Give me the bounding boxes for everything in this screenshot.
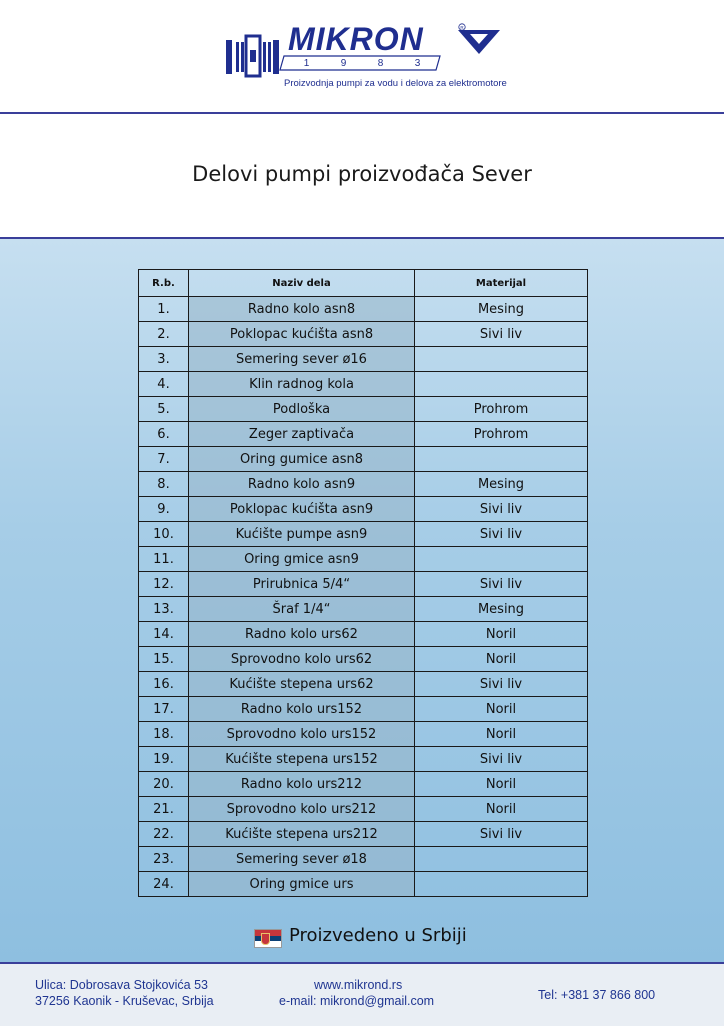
part-material: Noril	[415, 797, 588, 822]
part-material: Sivi liv	[415, 672, 588, 697]
made-in-text: Proizvedeno u Srbiji	[289, 925, 467, 946]
row-number: 24.	[139, 872, 189, 897]
part-material: Prohrom	[415, 397, 588, 422]
email-link[interactable]: e-mail: mikrond@gmail.com	[279, 994, 435, 1008]
part-name: Radno kolo urs62	[189, 622, 415, 647]
year-strip	[288, 57, 436, 70]
part-material: Sivi liv	[415, 747, 588, 772]
part-name: Sprovodno kolo urs152	[189, 722, 415, 747]
column-header-name: Naziv dela	[189, 270, 415, 297]
phone-number: Tel: +381 37 866 800	[538, 988, 656, 1002]
table-row	[139, 397, 588, 422]
table-row	[139, 747, 588, 772]
row-number: 3.	[139, 347, 189, 372]
part-material: Noril	[415, 622, 588, 647]
row-number: 5.	[139, 397, 189, 422]
table-row	[139, 772, 588, 797]
svg-text:R: R	[460, 25, 464, 30]
part-material: Mesing	[415, 597, 588, 622]
table-row	[139, 697, 588, 722]
row-number: 9.	[139, 497, 189, 522]
row-number: 8.	[139, 472, 189, 497]
part-material: Sivi liv	[415, 322, 588, 347]
table-row	[139, 822, 588, 847]
part-name: Oring gmice urs	[189, 872, 415, 897]
part-material	[415, 872, 588, 897]
part-name: Oring gmice asn9	[189, 547, 415, 572]
part-name: Radno kolo urs212	[189, 772, 415, 797]
row-number: 21.	[139, 797, 189, 822]
logo-subtitle: Proizvodnja pumpi za vodu i delova za elektromotore	[284, 78, 507, 89]
part-name: Kućište stepena urs62	[189, 672, 415, 697]
serbia-flag-icon	[254, 929, 282, 948]
part-name: Šraf 1/4“	[189, 597, 415, 622]
table-row	[139, 622, 588, 647]
row-number: 7.	[139, 447, 189, 472]
row-number: 23.	[139, 847, 189, 872]
part-material: Noril	[415, 647, 588, 672]
row-number: 12.	[139, 572, 189, 597]
table-row	[139, 572, 588, 597]
table-row	[139, 497, 588, 522]
part-name: Prirubnica 5/4“	[189, 572, 415, 597]
row-number: 11.	[139, 547, 189, 572]
part-name: Oring gumice asn8	[189, 447, 415, 472]
page-footer	[0, 962, 724, 1026]
row-number: 17.	[139, 697, 189, 722]
table-row	[139, 297, 588, 322]
table-row	[139, 372, 588, 397]
part-material	[415, 447, 588, 472]
part-material	[415, 372, 588, 397]
table-header-row	[139, 270, 588, 297]
row-number: 20.	[139, 772, 189, 797]
year-digit: 1	[303, 58, 310, 69]
address-line-1: Ulica: Dobrosava Stojkovića 53	[35, 978, 208, 992]
year-digit: 9	[340, 58, 347, 69]
column-header-material: Materijal	[415, 270, 588, 297]
table-row	[139, 547, 588, 572]
part-material	[415, 547, 588, 572]
year-digit: 8	[377, 58, 384, 69]
row-number: 4.	[139, 372, 189, 397]
year-digit: 3	[414, 58, 421, 69]
part-material	[415, 347, 588, 372]
part-name: Semering sever ø18	[189, 847, 415, 872]
part-material: Mesing	[415, 472, 588, 497]
part-name: Radno kolo asn8	[189, 297, 415, 322]
table-row	[139, 722, 588, 747]
row-number: 1.	[139, 297, 189, 322]
part-material: Noril	[415, 697, 588, 722]
part-material: Sivi liv	[415, 822, 588, 847]
part-material: Sivi liv	[415, 522, 588, 547]
part-material: Mesing	[415, 297, 588, 322]
table-row	[139, 597, 588, 622]
table-row	[139, 422, 588, 447]
part-name: Kućište stepena urs152	[189, 747, 415, 772]
page-header	[0, 0, 724, 114]
part-name: Semering sever ø16	[189, 347, 415, 372]
table-row	[139, 672, 588, 697]
mikron-logo	[226, 22, 506, 94]
table-row	[139, 322, 588, 347]
column-header-rb: R.b.	[139, 270, 189, 297]
table-row	[139, 347, 588, 372]
part-name: Podloška	[189, 397, 415, 422]
part-name: Radno kolo urs152	[189, 697, 415, 722]
part-material: Sivi liv	[415, 497, 588, 522]
table-row	[139, 797, 588, 822]
row-number: 6.	[139, 422, 189, 447]
part-name: Radno kolo asn9	[189, 472, 415, 497]
part-name: Kućište pumpe asn9	[189, 522, 415, 547]
table-row	[139, 522, 588, 547]
part-material: Sivi liv	[415, 572, 588, 597]
row-number: 13.	[139, 597, 189, 622]
part-name: Klin radnog kola	[189, 372, 415, 397]
row-number: 18.	[139, 722, 189, 747]
table-row	[139, 847, 588, 872]
part-name: Kućište stepena urs212	[189, 822, 415, 847]
row-number: 19.	[139, 747, 189, 772]
page-title: Delovi pumpi proizvođača Sever	[192, 162, 532, 186]
part-name: Poklopac kućišta asn9	[189, 497, 415, 522]
part-name: Sprovodno kolo urs62	[189, 647, 415, 672]
row-number: 16.	[139, 672, 189, 697]
table-body	[139, 297, 588, 897]
row-number: 15.	[139, 647, 189, 672]
brand-wordmark: MIKRON	[288, 21, 424, 57]
table-row	[139, 872, 588, 897]
table-row	[139, 472, 588, 497]
part-material: Prohrom	[415, 422, 588, 447]
row-number: 2.	[139, 322, 189, 347]
website-link[interactable]: www.mikrond.rs	[314, 978, 403, 992]
table-row	[139, 647, 588, 672]
part-material: Noril	[415, 772, 588, 797]
parts-table	[138, 269, 588, 897]
row-number: 22.	[139, 822, 189, 847]
part-material	[415, 847, 588, 872]
part-name: Sprovodno kolo urs212	[189, 797, 415, 822]
row-number: 14.	[139, 622, 189, 647]
part-name: Zeger zaptivača	[189, 422, 415, 447]
address-line-2: 37256 Kaonik - Kruševac, Srbija	[35, 994, 214, 1008]
part-name: Poklopac kućišta asn8	[189, 322, 415, 347]
row-number: 10.	[139, 522, 189, 547]
main-content	[0, 239, 724, 962]
part-material: Noril	[415, 722, 588, 747]
title-band	[0, 114, 724, 239]
table-row	[139, 447, 588, 472]
